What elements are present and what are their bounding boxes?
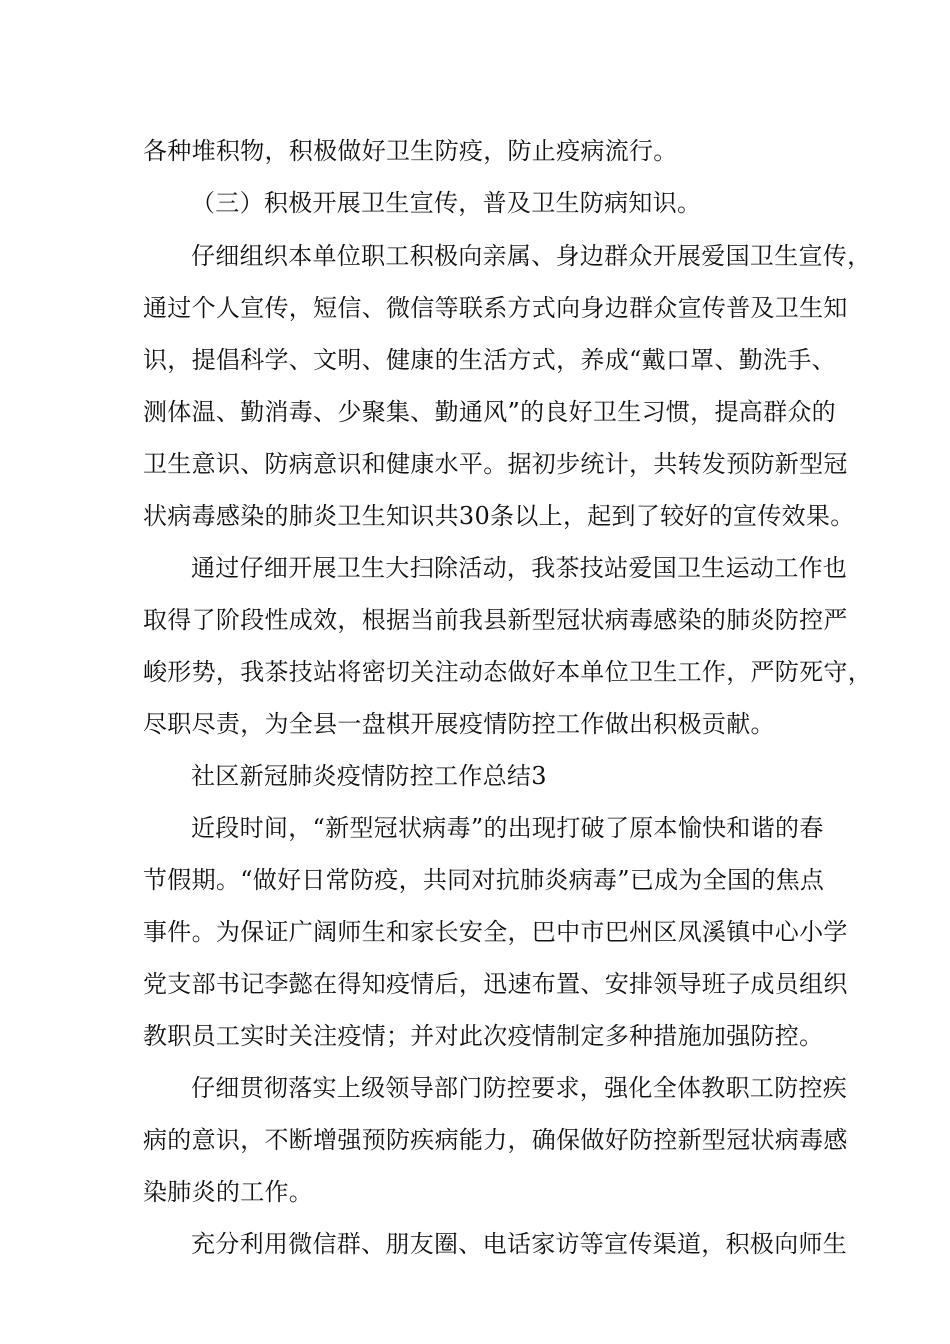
text-line: 染肺炎的工作。 <box>143 1178 314 1206</box>
document-title: 社区新冠肺炎疫情防控工作总结3 <box>191 762 547 790</box>
section-heading: （三）积极开展卫生宣传，普及卫生防病知识。 <box>191 189 702 217</box>
text-line: 仔细组织本单位职工积极向亲属、身边群众开展爱国卫生宣传， <box>191 242 872 270</box>
text-line: 卫生意识、防病意识和健康水平。据初步统计，共转发预防新型冠 <box>143 450 848 478</box>
text-line: 近段时间，“新型冠状病毒”的出现打破了原本愉快和谐的春 <box>191 814 824 842</box>
text-line: 节假期。“做好日常防疫，共同对抗肺炎病毒”已成为全国的焦点 <box>143 866 825 894</box>
text-line: 事件。为保证广阔师生和家长安全，巴中市巴州区凤溪镇中心小学 <box>143 918 848 946</box>
text-line: 教职员工实时关注疫情；并对此次疫情制定多种措施加强防控。 <box>143 1022 824 1050</box>
text-line: 通过个人宣传，短信、微信等联系方式向身边群众宣传普及卫生知 <box>143 294 848 322</box>
text-line: 识，提倡科学、文明、健康的生活方式，养成“戴口罩、勤洗手、 <box>143 346 836 374</box>
text-line: 通过仔细开展卫生大扫除活动，我茶技站爱国卫生运动工作也 <box>191 554 848 582</box>
text-line: 仔细贯彻落实上级领导部门防控要求，强化全体教职工防控疾 <box>191 1074 848 1102</box>
text-line: 取得了阶段性成效，根据当前我县新型冠状病毒感染的肺炎防控严 <box>143 606 848 634</box>
text-line: 各种堆积物，积极做好卫生防疫，防止疫病流行。 <box>143 137 678 165</box>
text-line: 尽职尽责，为全县一盘棋开展疫情防控工作做出积极贡献。 <box>143 710 775 738</box>
text-line: 峻形势，我茶技站将密切关注动态做好本单位卫生工作，严防死守， <box>143 658 872 686</box>
text-line: 病的意识，不断增强预防疾病能力，确保做好防控新型冠状病毒感 <box>143 1126 848 1154</box>
text-line: 状病毒感染的肺炎卫生知识共30条以上，起到了较好的宣传效果。 <box>143 502 855 530</box>
text-line: 测体温、勤消毒、少聚集、勤通风”的良好卫生习惯，提高群众的 <box>143 398 836 426</box>
text-line: 党支部书记李懿在得知疫情后，迅速布置、安排领导班子成员组织 <box>143 970 848 998</box>
text-line: 充分利用微信群、朋友圈、电话家访等宣传渠道，积极向师生 <box>191 1230 848 1258</box>
